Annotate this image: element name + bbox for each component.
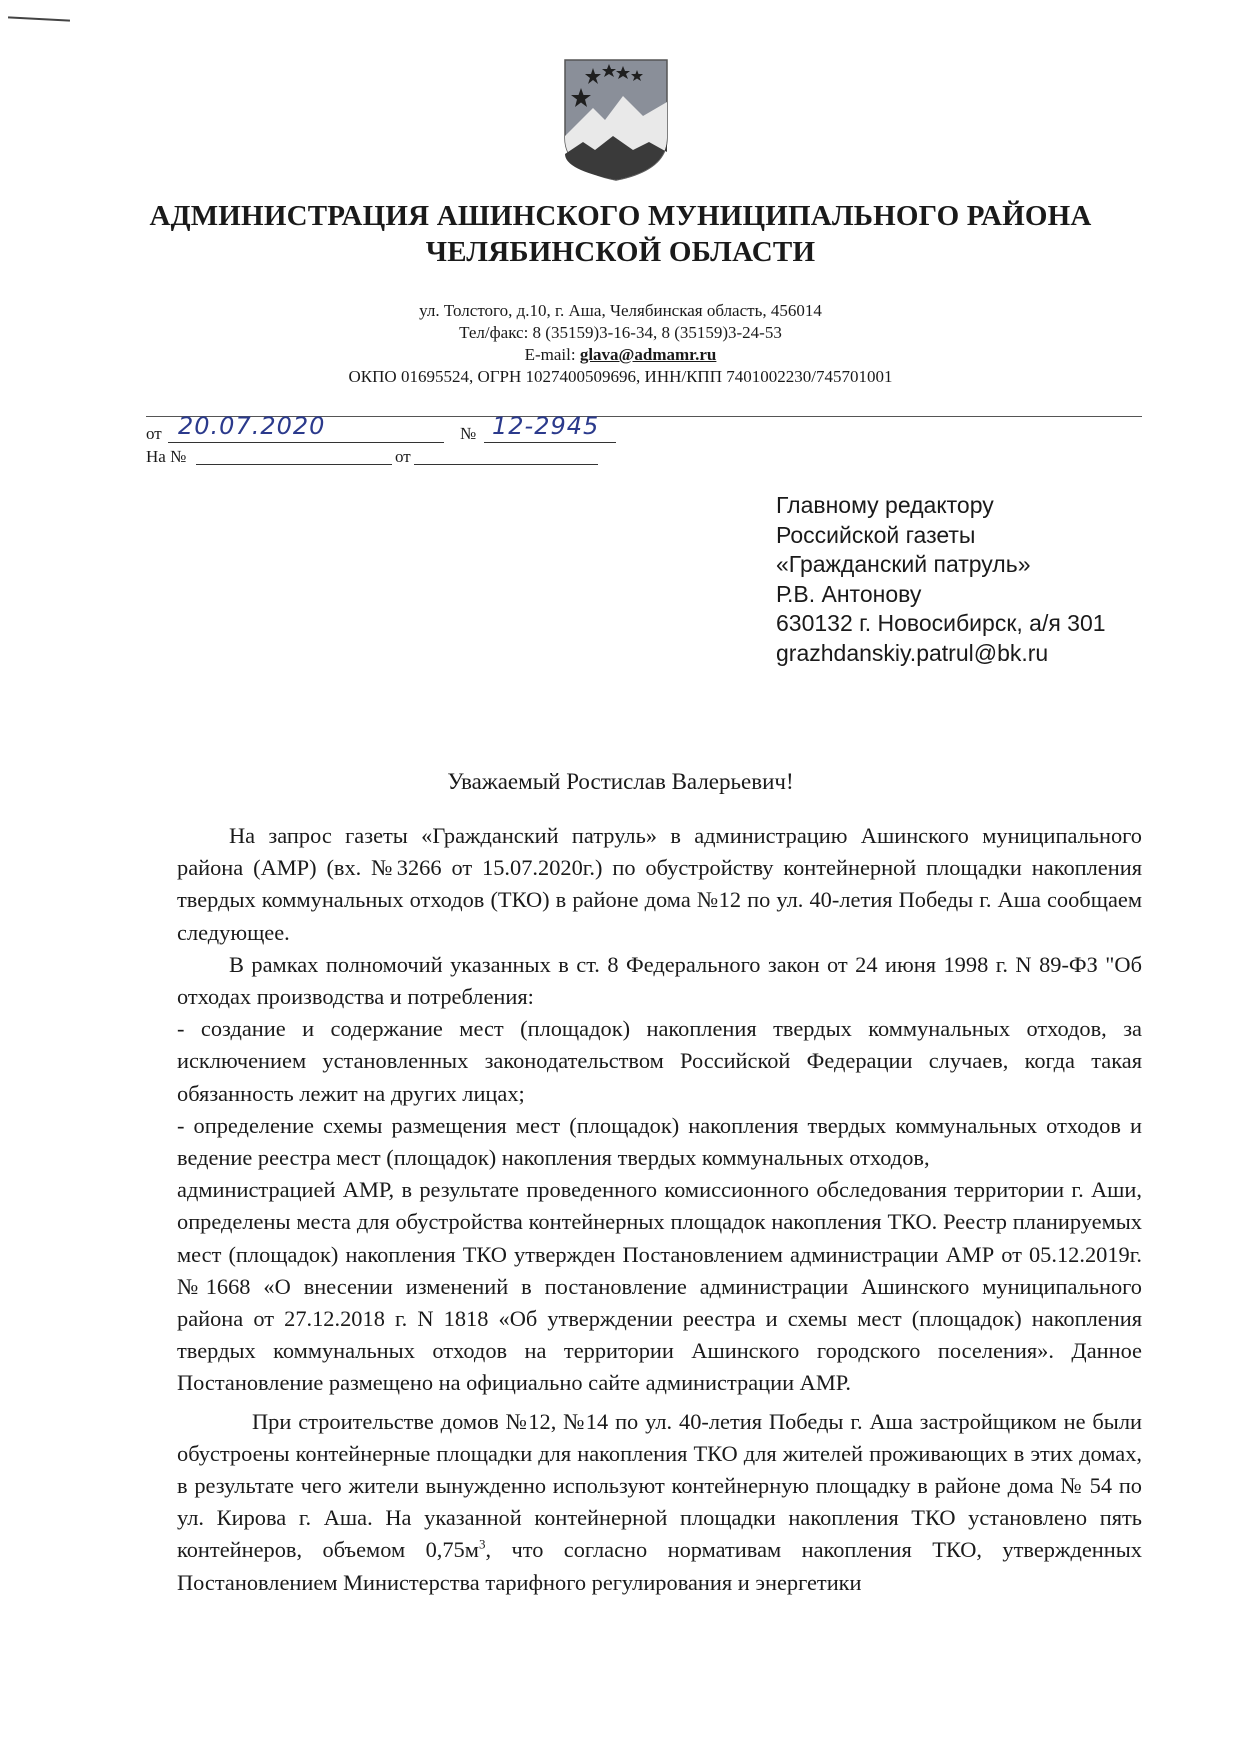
organization-name-line2: ЧЕЛЯБИНСКОЙ ОБЛАСТИ <box>425 236 816 268</box>
email-line <box>0 344 1241 366</box>
addressee-line: Главному редактору <box>776 492 994 518</box>
contact-block <box>0 300 1241 388</box>
body-paragraph: В рамках полномочий указанных в ст. 8 Федерального закон от 24 июня 1998 г. N 89-ФЗ "Об отходах производства и потребления: <box>177 951 1142 1010</box>
handwritten-number: 12-2945 <box>492 412 600 440</box>
body-paragraph: На запрос газеты «Гражданский патруль» в администрацию Ашинского муниципального района (АМР) (вх. №3266 от 15.07.2020г.) по обустройству контейнерной площадки накопления твердых коммунальных отходов (ТКО) в районе дома №12 по ул. 40-летия Победы г. Аша сообщаем следующее. <box>177 823 1142 945</box>
email-label: E-mail: <box>524 345 580 364</box>
number-underline <box>484 442 616 443</box>
scan-artifact-line <box>8 16 70 21</box>
handwritten-date: 20.07.2020 <box>178 412 326 440</box>
address-line: ул. Толстого, д.10, г. Аша, Челябинская область, 456014 <box>419 301 822 320</box>
body-paragraph: администрацией АМР, в результате проведенного комиссионного обследования территории г. Аши, определены места для обустройства контейнерных площадок накопления ТКО. Реестр планируемых мест (площадок) накопления ТКО утвержден Постановлением администрации АМР от 05.12.2019г. №1668 «О внесении изменений в постановление администрации Ашинского муниципального района от 27.12.2018 г. N 1818 «Об утверждении реестра и схемы мест (площадок) накопления твердых коммунальных отходов на территории Ашинского городского поселения». Данное Постановление размещено на официально сайте администрации АМР. <box>177 1177 1142 1396</box>
addressee-block <box>776 491 1106 668</box>
addressee-email[interactable]: grazhdanskiy.patrul@bk.ru <box>776 639 1049 666</box>
body-list-item: - определение схемы размещения мест (площадок) накопления твердых коммунальных отходов и ведение реестра мест (площадок) накопления твердых коммунальных отходов, <box>177 1112 1142 1171</box>
addressee-line: «Гражданский патруль» <box>776 551 1031 577</box>
email-link[interactable]: glava@admamr.ru <box>579 345 717 364</box>
superscript: 3 <box>478 1537 486 1552</box>
addressee-line: Р.В. Антонову <box>776 580 922 607</box>
reply-date-underline <box>414 464 598 465</box>
reply-number-underline <box>196 464 392 465</box>
organization-name-line1: АДМИНИСТРАЦИЯ АШИНСКОГО МУНИЦИПАЛЬНОГО РАЙОНА <box>149 200 1092 232</box>
letter-body <box>177 820 1142 1599</box>
coat-of-arms-emblem <box>563 58 669 182</box>
addressee-line: Российской газеты <box>776 521 976 548</box>
reply-label: На № <box>146 447 187 466</box>
phone-fax-line: Тел/факс: 8 (35159)3-16-34, 8 (35159)3-24-53 <box>459 323 782 342</box>
registry-codes: ОКПО 01695524, ОГРН 1027400509696, ИНН/КПП 7401002230/745701001 <box>348 367 893 386</box>
paragraph-text: , что согласно нормативам накопления ТКО, утвержденных Постановлением Министерства тарифного регулирования и энергетики <box>177 1537 1142 1595</box>
salutation: Уважаемый Ростислав Валерьевич! <box>447 769 794 794</box>
from-label: от <box>146 424 162 443</box>
paragraph-text: При строительстве домов №12, №14 по ул. 40-летия Победы г. Аша застройщиком не были обустроены контейнерные площадки для накопления ТКО для жителей проживающих в этих домах, в результате чего жители вынужденно используют контейнерную площадку в районе дома № 54 по ул. Кирова г. Аша. На указанной контейнерной площадки накопления ТКО установлено пять контейнеров, объемом 0,75м <box>177 1408 1142 1563</box>
reply-from-label: от <box>395 447 411 466</box>
body-paragraph <box>177 1406 1142 1599</box>
body-list-item: - создание и содержание мест (площадок) накопления твердых коммунальных отходов, за исключением установленных законодательством Российской Федерации случаев, когда такая обязанность лежит на других лицах; <box>177 1016 1142 1106</box>
number-label: № <box>460 424 477 443</box>
date-underline <box>168 442 444 443</box>
addressee-line: 630132 г. Новосибирск, а/я 301 <box>776 610 1106 636</box>
